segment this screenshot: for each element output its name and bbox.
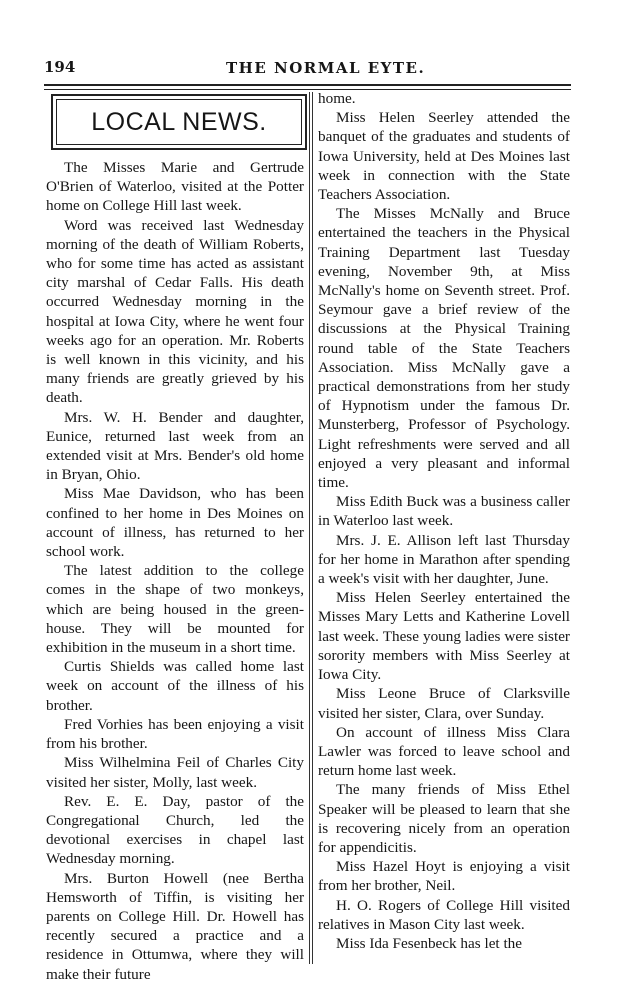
news-item: Word was received last Wednesday morning of the death of William Roberts, who for some time has acted as assistant city marshal of Cedar Falls. His death occurred Wednesday morning in the hospital at Iowa City, where he went four weeks ago for an operation. Mr. Roberts is well known in this vicinity, and his many friends are greatly grieved by his death. [46, 216, 304, 407]
news-item: Fred Vorhies has been enjoying a visit from his brother. [46, 715, 304, 753]
news-item: Mrs. W. H. Bender and daughter, Eunice, returned last week from an extended visit at Mrs. Bender's old home in Bryan, Ohio. [46, 408, 304, 484]
news-item: The Misses McNally and Bruce entertained the teachers in the Physical Training Department last Tuesday evening, November 9th, at Miss McNally's home on Seventh street. Prof. Seymour gave a brief review of the discussions at the Physical Training round table of the State Teachers Association. Miss McNally gave a practical demonstrations from her study of Hypnotism under the famous Dr. Munsterberg, Professor of Psychology. Light refreshments were served and all enjoyed a very pleasant and informal time. [318, 205, 570, 492]
news-item: Rev. E. E. Day, pastor of the Congregational Church, led the devotional exercises in chapel last Wednesday morning. [46, 792, 304, 868]
news-item: Miss Helen Seerley entertained the Misses Mary Letts and Katherine Lovell last week. These young ladies were sister sorority members with Miss Seerley at Iowa City. [318, 589, 570, 684]
continued-text: home. [318, 90, 356, 107]
section-title-box [51, 94, 307, 150]
section-title: LOCAL NEWS. [91, 107, 267, 136]
news-item: Mrs. Burton Howell (nee Bertha Hemsworth of Tiffin, is visiting her parents on College Hill. Dr. Howell has recently secured a practice and a residence in Ottumwa, where they will make their future [46, 869, 304, 983]
news-item: H. O. Rogers of College Hill visited relatives in Mason City last week. [318, 896, 570, 933]
page-number: 194 [44, 58, 76, 76]
news-item: The Misses Marie and Gertrude O'Brien of Waterloo, visited at the Potter home on College Hill last week. [46, 159, 304, 215]
news-item: Miss Edith Buck was a business caller in Waterloo last week. [318, 493, 570, 530]
page-header [44, 58, 571, 82]
news-item: Miss Wilhelmina Feil of Charles City visited her sister, Molly, last week. [46, 754, 304, 791]
journal-title: THE NORMAL EYTE. [226, 59, 426, 77]
news-item: Miss Leone Bruce of Clarksville visited her sister, Clara, over Sunday. [318, 685, 570, 722]
news-item: Miss Mae Davidson, who has been confined to her home in Des Moines on account of illness, has returned to her school work. [46, 485, 304, 561]
column-divider [309, 92, 313, 964]
section-title-box-inner [56, 99, 302, 145]
news-item: Miss Ida Fesenbeck has let the [336, 934, 523, 952]
left-column [46, 158, 304, 984]
news-item: The latest addition to the college comes in the shape of two monkeys, which are being housed in the green-house. They will be mounted for exhibition in the museum in a short time. [46, 562, 304, 657]
news-item: Miss Helen Seerley attended the banquet of the graduates and students of Iowa University, held at Des Moines last week in connection with the State Teachers Association. [318, 109, 570, 204]
news-item: On account of illness Miss Clara Lawler was forced to leave school and return home last week. [318, 723, 570, 780]
news-item: Mrs. J. E. Allison left last Thursday for her home in Marathon after spending a week's visit with her daughter, June. [318, 531, 570, 588]
news-item: The many friends of Miss Ethel Speaker will be pleased to learn that she is recovering nicely from an operation for appendicitis. [318, 781, 570, 856]
news-item: Miss Hazel Hoyt is enjoying a visit from her brother, Neil. [318, 858, 570, 895]
right-column [318, 89, 570, 953]
news-item: Curtis Shields was called home last week on account of the illness of his brother. [46, 658, 304, 714]
